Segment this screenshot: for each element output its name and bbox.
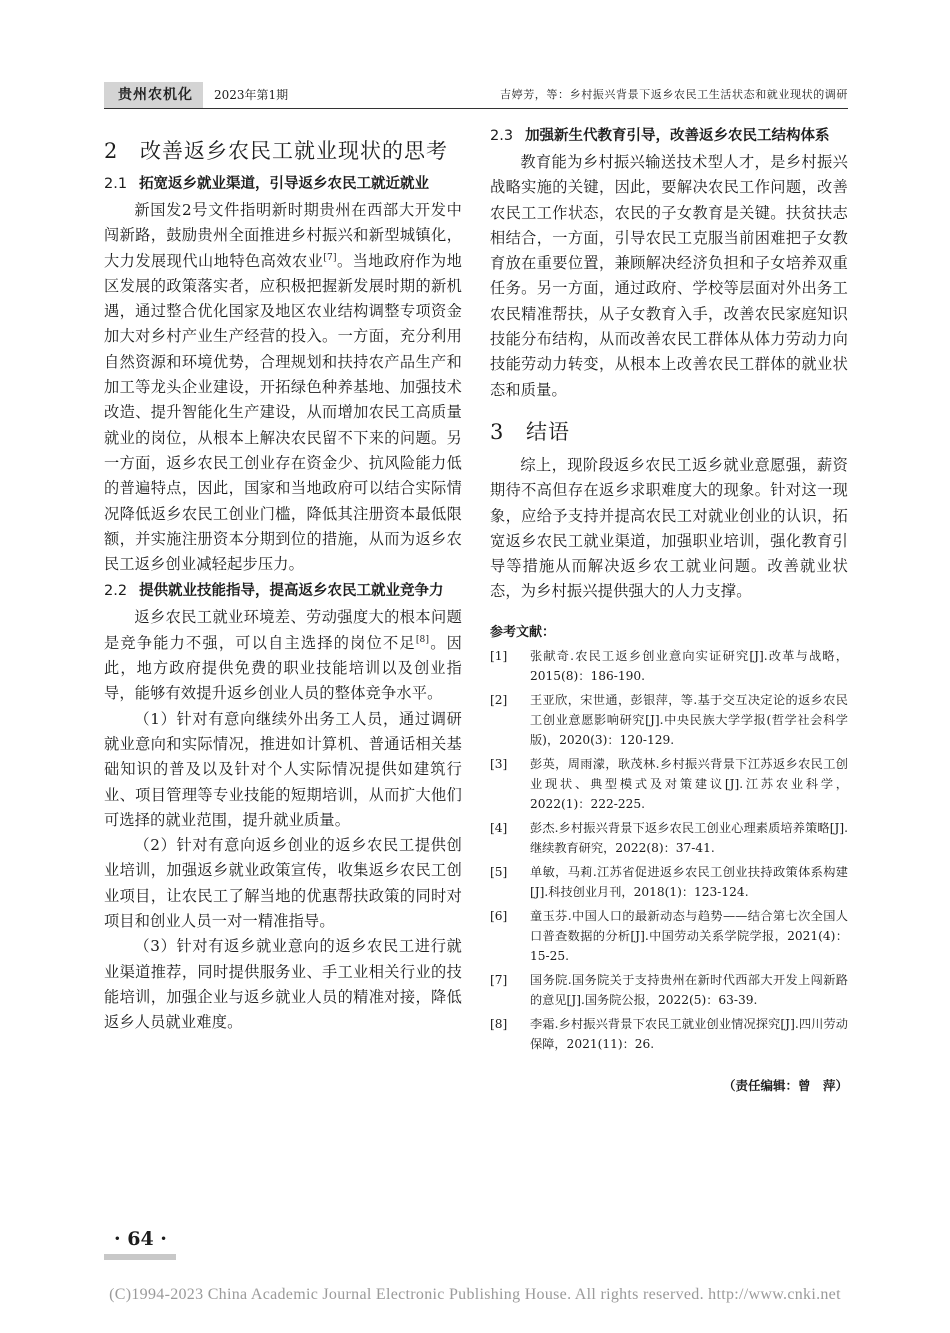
references-title: 参考文献： <box>490 624 556 640</box>
running-title: 吉婷芳，等：乡村振兴背景下返乡农民工生活状态和就业现状的调研 <box>500 88 848 101</box>
paragraph: （1）针对有意向继续外出务工人员，通过调研就业意向和实际情况，推进如计算机、普通话相关基础知识的普及以及针对个人实际情况提供如建筑行业、项目管理等专业技能的短期培训，从而扩大他们可选择的就业范围，提升就业质量。 <box>104 709 462 829</box>
reference-number: [7] <box>490 972 508 987</box>
reference-number: [3] <box>490 756 508 771</box>
reference-item <box>490 970 848 1010</box>
reference-text: 国务院.国务院关于支持贵州在新时代西部大开发上闯新路的意见[J].国务院公报，2022(5)：63-39. <box>530 972 848 1007</box>
citation: [8] <box>415 634 430 645</box>
subsection-title: 加强新生代教育引导，改善返乡农民工结构体系 <box>525 128 830 144</box>
page-number <box>104 1226 204 1254</box>
paragraph <box>104 198 462 577</box>
paragraph: 综上，现阶段返乡农民工返乡就业意愿强，薪资期待不高但存在返乡求职难度大的现象。针对这一现象，应给予支持并提高农民工对就业创业的认识，拓宽返乡农民工就业渠道，加强职业培训，强化教育引导等措施从而解决返乡农工就业问题。改善就业状态，为乡村振兴提供强大的人力支撑。 <box>490 455 848 601</box>
right-column <box>490 122 848 1094</box>
reference-number: [1] <box>490 648 508 663</box>
subsection-title: 拓宽返乡就业渠道，引导返乡农民工就近就业 <box>139 176 430 192</box>
reference-number: [6] <box>490 908 508 923</box>
subsection-2-3-heading <box>490 124 848 148</box>
paragraph-text: 新国发2号文件指明新时期贵州在西部大开发中闯新路，鼓励贵州全面推进乡村振兴和新型城镇化，大力发展现代山地特色高效农业 <box>104 201 462 270</box>
left-column <box>104 122 462 1036</box>
issue-label: 2023年第1期 <box>214 88 289 102</box>
section-2-heading <box>104 136 462 166</box>
reference-text: 彭杰.乡村振兴背景下返乡农民工创业心理素质培养策略[J].继续教育研究，2022(8)：37-41. <box>530 820 848 855</box>
copyright-footer: (C)1994-2023 China Academic Journal Electronic Publishing House. All rights reserved. http://www.cnki.net <box>109 1286 841 1303</box>
subsection-2-1-heading <box>104 172 462 196</box>
reference-number: [4] <box>490 820 508 835</box>
paragraph-text: 。当地政府作为地区发展的政策落实者，应积极把握新发展时期的新机遇，通过整合优化国家及地区农业结构调整专项资金加大对乡村产业生产经营的投入。一方面，充分利用自然资源和环境优势，合理规划和扶持农产品生产和加工等龙头企业建设，开拓绿色种养基地、加强技术改造、提升智能化生产建设，从而增加农民工高质量就业的岗位，从根本上解决农民留不下来的问题。另一方面，返乡农民工创业存在资金少、抗风险能力低的普遍特点，因此，国家和当地政府可以结合实际情况降低返乡农民工创业门槛，降低其注册资本最低限额，并实施注册资本分期到位的措施，从而为返乡农民工返乡创业减轻起步压力。 <box>104 251 462 574</box>
subsection-number: 2.3 <box>490 128 514 144</box>
paragraph: （3）针对有返乡就业意向的返乡农民工进行就业渠道推荐，同时提供服务业、手工业相关行业的技能培训，加强企业与返乡就业人员的精准对接，降低返乡人员就业难度。 <box>104 937 462 1032</box>
section-number: 2 <box>104 139 119 163</box>
section-title: 结语 <box>526 419 570 444</box>
reference-text: 张献奇.农民工返乡创业意向实证研究[J].改革与战略，2015(8)：186-190. <box>530 648 848 683</box>
running-header <box>104 82 848 108</box>
subsection-title: 提供就业技能指导，提高返乡农民工就业竞争力 <box>139 583 444 600</box>
reference-text: 李霜.乡村振兴背景下农民工就业创业情况探究[J].四川劳动保障，2021(11)：26. <box>530 1016 848 1051</box>
subsection-2-2-heading <box>104 579 462 603</box>
paragraph-text: 返乡农民工就业环境差、劳动强度大的根本问题是竞争能力不强，可以自主选择的岗位不足 <box>104 608 462 652</box>
reference-item <box>490 862 848 902</box>
reference-item <box>490 1014 848 1054</box>
section-3-heading <box>490 417 848 447</box>
reference-text: 单敏，马莉.江苏省促进返乡农民工创业扶持政策体系构建[J].科技创业月刊，2018(1)：123-124. <box>530 864 848 899</box>
reference-text: 彭英，周雨濛，耿茂林.乡村振兴背景下江苏返乡农民工创业现状、典型模式及对策建议[J].江苏农业科学，2022(1)：222-225. <box>530 756 848 811</box>
editor-credit: （责任编辑：曾 萍） <box>722 1077 848 1093</box>
subsection-number: 2.2 <box>104 583 128 600</box>
reference-number: [8] <box>490 1016 508 1031</box>
paragraph: 教育能为乡村振兴输送技术型人才，是乡村振兴战略实施的关键，因此，要解决农民工作问题，改善农民工工作状态，农民的子女教育是关键。扶贫扶志相结合，一方面，引导农民工克服当前困难把子女教育放在重要位置，兼顾解决经济负担和子女培养双重任务。另一方面，通过政府、学校等层面对外出务工农民精准帮扶，从子女教育入手，改善农民家庭知识技能分布结构，从而改善农民工群体从体力劳动力向技能劳动力转变，从根本上改善农民工群体的就业状态和质量。 <box>490 153 848 399</box>
header-divider <box>104 108 848 109</box>
reference-text: 王亚欣，宋世通，彭银萍，等.基于交互决定论的返乡农民工创业意愿影响研究[J].中央民族大学学报(哲学社会科学版)，2020(3)：120-129. <box>530 692 848 747</box>
reference-item <box>490 754 848 814</box>
paragraph: （2）针对有意向返乡创业的返乡农民工提供创业培训，加强返乡就业政策宣传，收集返乡农民工创业项目，让农民工了解当地的优惠帮扶政策的同时对项目和创业人员一对一精准指导。 <box>104 836 462 931</box>
reference-number: [2] <box>490 692 508 707</box>
subsection-number: 2.1 <box>104 176 128 192</box>
citation: [7] <box>323 252 337 263</box>
page-number-text: · 64 · <box>114 1228 167 1250</box>
reference-item <box>490 690 848 750</box>
section-number: 3 <box>490 419 505 444</box>
reference-item <box>490 818 848 858</box>
paragraph <box>104 605 462 706</box>
page-number-bar <box>104 1254 176 1260</box>
section-title: 改善返乡农民工就业现状的思考 <box>140 139 448 163</box>
reference-text: 童玉芬.中国人口的最新动态与趋势——结合第七次全国人口普查数据的分析[J].中国劳动关系学院学报，2021(4)：15-25. <box>530 908 848 963</box>
reference-number: [5] <box>490 864 508 879</box>
reference-item <box>490 646 848 686</box>
reference-item <box>490 906 848 966</box>
journal-name: 贵州农机化 <box>104 82 203 108</box>
paragraph-text: 。因此，地方政府提供免费的职业技能培训以及创业指导，能够有效提升返乡创业人员的整体竞争水平。 <box>104 633 462 703</box>
reference-list <box>490 646 848 1054</box>
